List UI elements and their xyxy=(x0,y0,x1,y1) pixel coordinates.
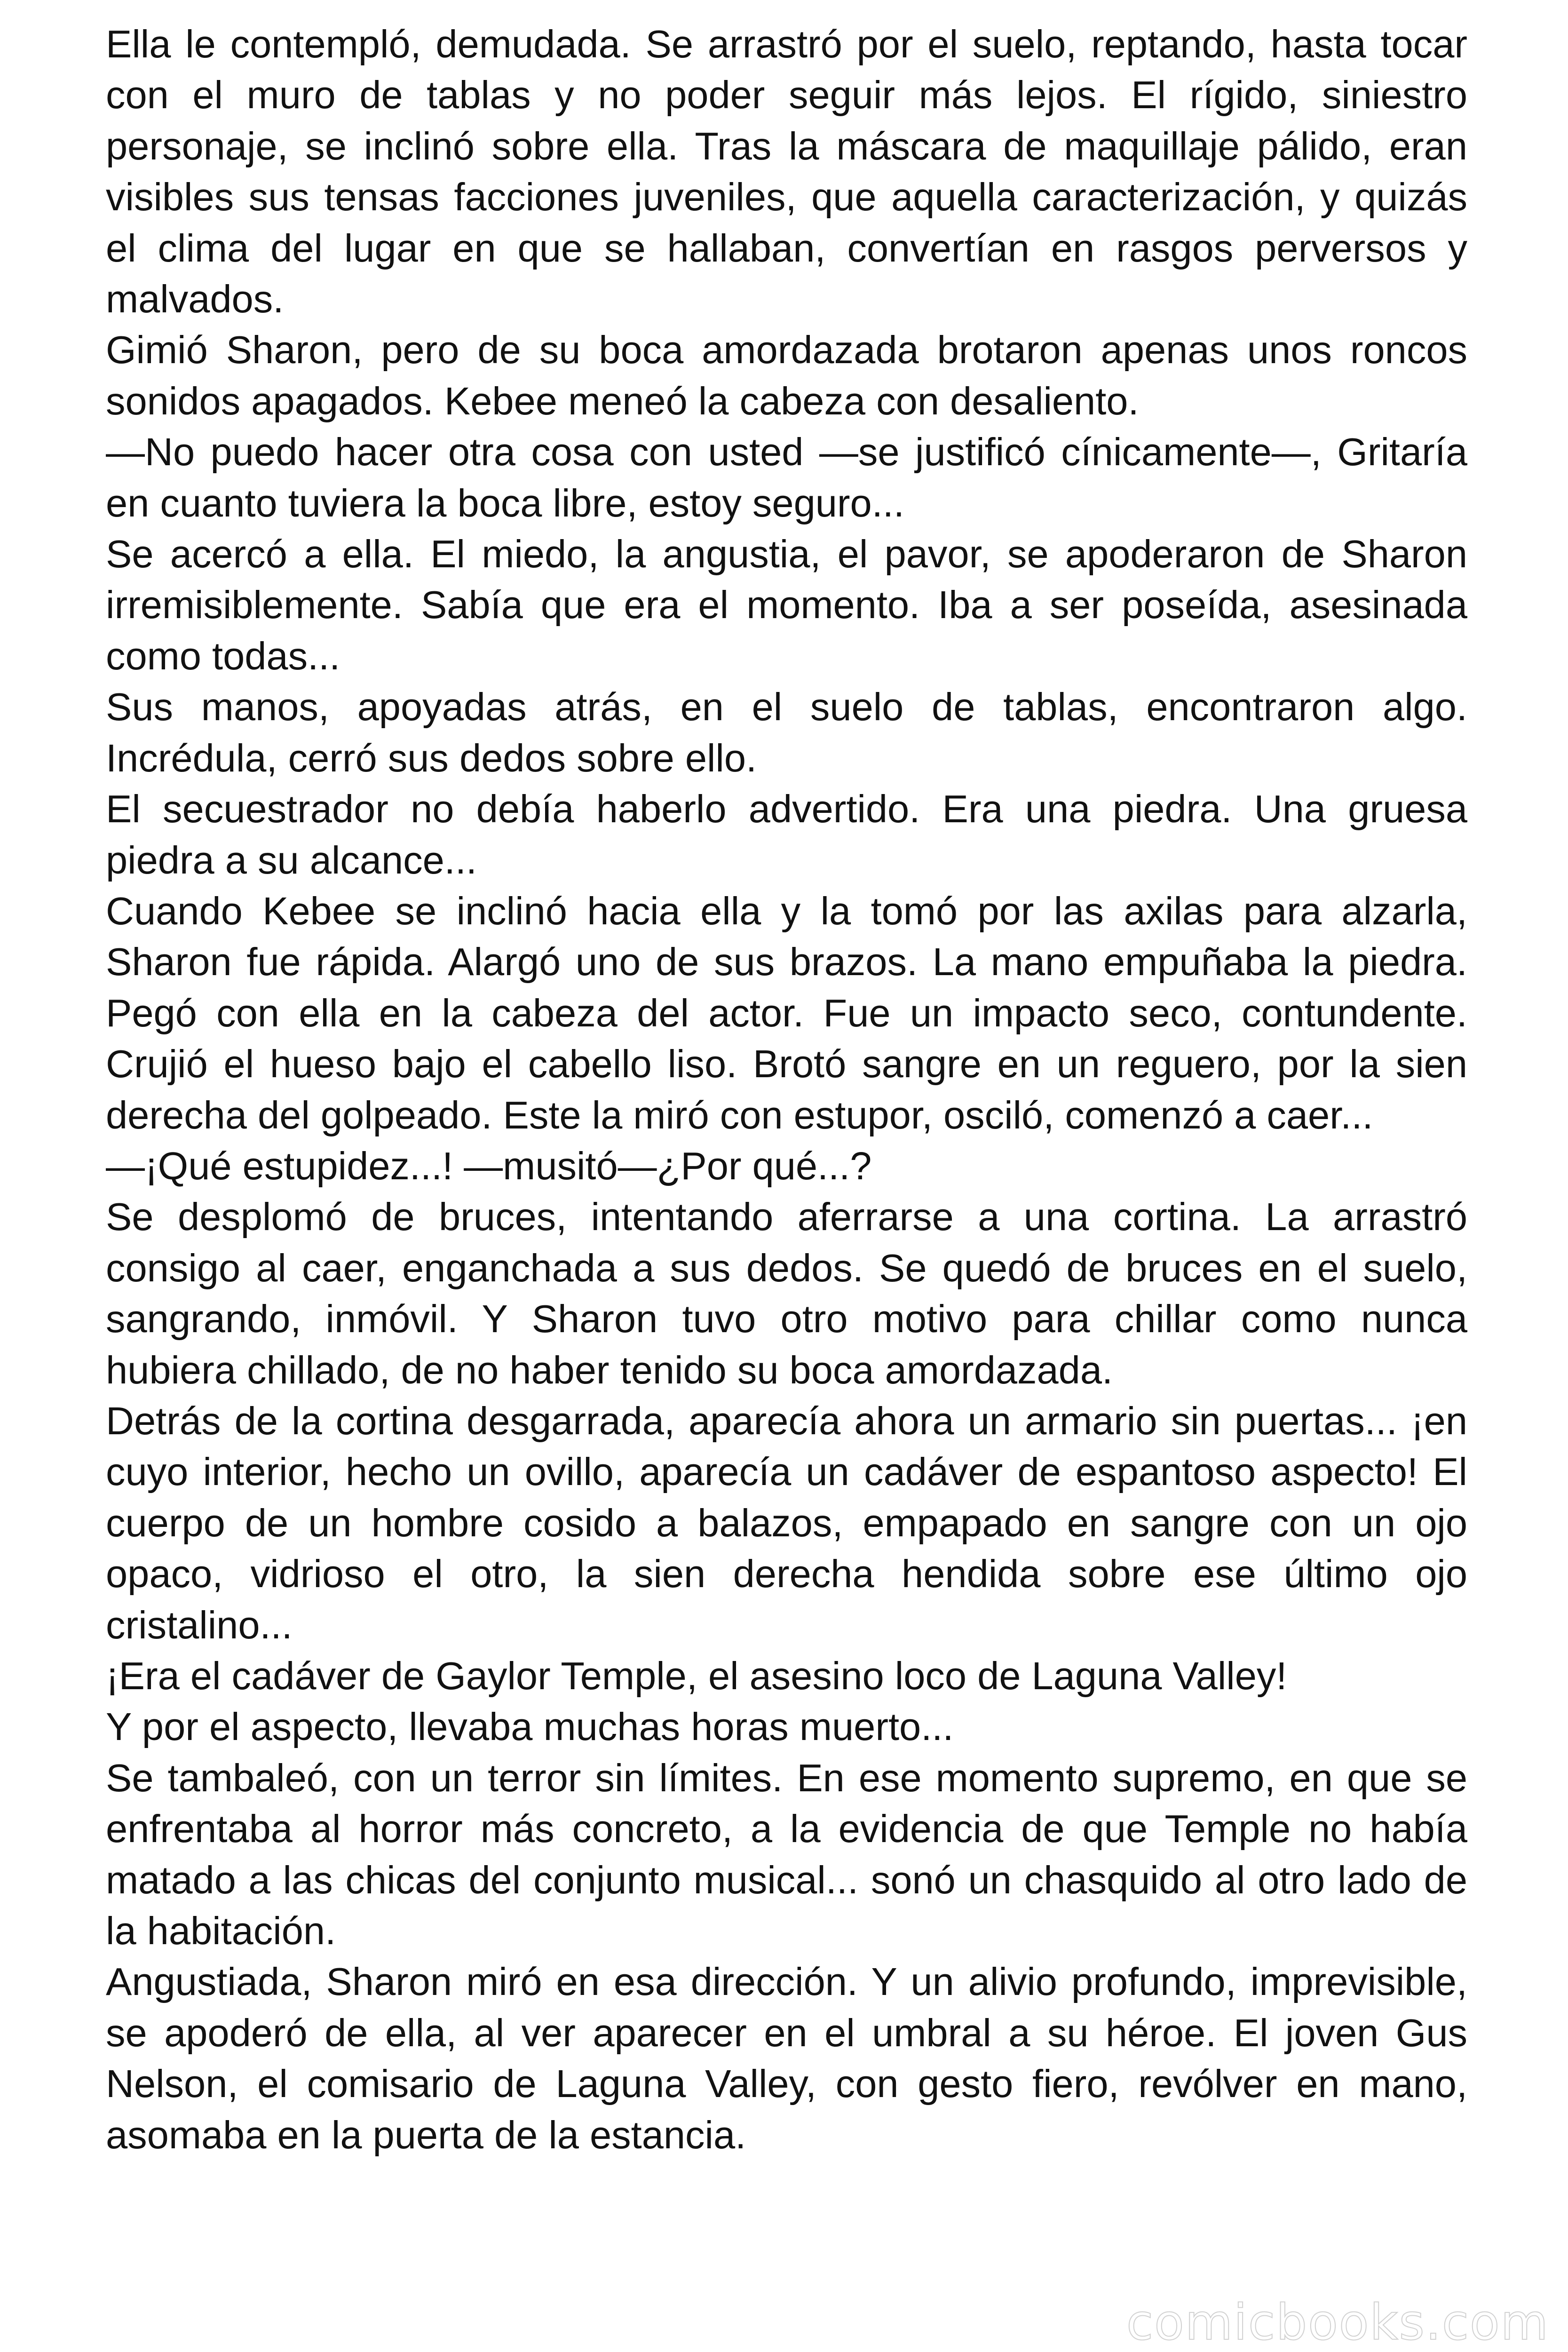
paragraph-1: Ella le contempló, demudada. Se arrastró por el suelo, reptando, hasta tocar con el muro de tablas y no poder seguir más lejos. El rígido, siniestro personaje, se inclinó sobre ella. Tras la máscara de maquillaje pálido, eran visibles sus tensas facciones juveniles, que aquella caracterización, y quizás el clima del lugar en que se hallaban, convertían en rasgos perversos y malvados. xyxy=(106,22,1467,321)
paragraph-2: Gimió Sharon, pero de su boca amordazada brotaron apenas unos roncos sonidos apagados. Kebee meneó la cabeza con desaliento. xyxy=(106,328,1467,423)
paragraph-14: Angustiada, Sharon miró en esa dirección. Y un alivio profundo, imprevisible, se apoderó de ella, al ver aparecer en el umbral a su héroe. El joven Gus Nelson, el comisario de Laguna Valley, con gesto fiero, revólver en mano, asomaba en la puerta de la estancia. xyxy=(106,1960,1467,2157)
paragraph-10: Detrás de la cortina desgarrada, aparecía ahora un armario sin puertas... ¡en cuyo interior, hecho un ovillo, aparecía un cadáver de espantoso aspecto! El cuerpo de un hombre cosido a balazos, empapado en sangre con un ojo opaco, vidrioso el otro, la sien derecha hendida sobre ese último ojo cristalino... xyxy=(106,1398,1467,1647)
paragraph-5: Sus manos, apoyadas atrás, en el suelo de tablas, encontraron algo. Incrédula, cerró sus dedos sobre ello. xyxy=(106,685,1467,780)
paragraph-4: Se acercó a ella. El miedo, la angustia, el pavor, se apoderaron de Sharon irremisiblemente. Sabía que era el momento. Iba a ser poseída, asesinada como todas... xyxy=(106,532,1467,678)
paragraph-6: El secuestrador no debía haberlo advertido. Era una piedra. Una gruesa piedra a su alcance... xyxy=(106,787,1467,882)
book-page xyxy=(106,19,1467,2333)
paragraph-8: —¡Qué estupidez...! —musitó—¿Por qué...? xyxy=(106,1144,872,1188)
paragraph-9: Se desplomó de bruces, intentando aferrarse a una cortina. La arrastró consigo al caer, enganchada a sus dedos. Se quedó de bruces en el suelo, sangrando, inmóvil. Y Sharon tuvo otro motivo para chillar como nunca hubiera chillado, de no haber tenido su boca amordazada. xyxy=(106,1195,1467,1392)
paragraph-12: Y por el aspecto, llevaba muchas horas muerto... xyxy=(106,1705,954,1749)
paragraph-7: Cuando Kebee se inclinó hacia ella y la tomó por las axilas para alzarla, Sharon fue rápida. Alargó uno de sus brazos. La mano empuñaba la piedra. Pegó con ella en la cabeza del actor. Fue un impacto seco, contundente. Crujió el hueso bajo el cabello liso. Brotó sangre en un reguero, por la sien derecha del golpeado. Este la miró con estupor, osciló, comenzó a caer... xyxy=(106,889,1467,1137)
paragraph-11: ¡Era el cadáver de Gaylor Temple, el asesino loco de Laguna Valley! xyxy=(106,1654,1287,1698)
watermark: comicbooks.com xyxy=(1126,2294,1549,2351)
paragraph-13: Se tambaleó, con un terror sin límites. En ese momento supremo, en que se enfrentaba al horror más concreto, a la evidencia de que Temple no había matado a las chicas del conjunto musical... sonó un chasquido al otro lado de la habitación. xyxy=(106,1756,1467,1953)
paragraph-3: —No puedo hacer otra cosa con usted —se justificó cínicamente—, Gritaría en cuanto tuviera la boca libre, estoy seguro... xyxy=(106,430,1467,525)
